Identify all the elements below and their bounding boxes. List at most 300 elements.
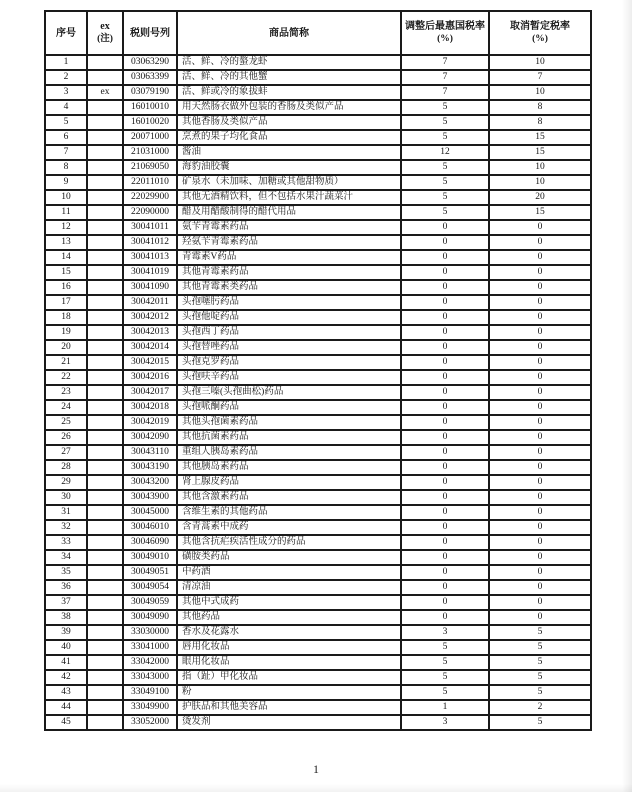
cell-cancel-temp-rate: 10 — [489, 160, 591, 175]
table-row — [45, 595, 591, 610]
cell-seq: 21 — [45, 355, 87, 370]
col-header-seq — [45, 11, 87, 55]
cell-mfn-rate: 12 — [401, 145, 489, 160]
cell-product-name: 氨苄青霉素药品 — [177, 220, 401, 235]
table-row — [45, 475, 591, 490]
cell-ex — [87, 385, 123, 400]
cell-ex — [87, 685, 123, 700]
cell-mfn-rate: 0 — [401, 505, 489, 520]
cell-cancel-temp-rate: 0 — [489, 430, 591, 445]
col-header-seq-label: 序号 — [56, 27, 76, 39]
cell-seq: 32 — [45, 520, 87, 535]
cell-tariff-code: 33043000 — [123, 670, 177, 685]
cell-ex — [87, 520, 123, 535]
cell-ex: ex — [87, 85, 123, 100]
cell-cancel-temp-rate: 0 — [489, 520, 591, 535]
cell-tariff-code: 30042019 — [123, 415, 177, 430]
cell-product-name: 其他胰岛素药品 — [177, 460, 401, 475]
cell-mfn-rate: 0 — [401, 400, 489, 415]
table-row — [45, 400, 591, 415]
cell-product-name: 活、鲜、冷的其他蟹 — [177, 70, 401, 85]
cell-mfn-rate: 0 — [401, 385, 489, 400]
table-row — [45, 310, 591, 325]
cell-ex — [87, 55, 123, 70]
cell-seq: 41 — [45, 655, 87, 670]
cell-cancel-temp-rate: 0 — [489, 325, 591, 340]
cell-seq: 40 — [45, 640, 87, 655]
table-row — [45, 370, 591, 385]
cell-tariff-code: 30049054 — [123, 580, 177, 595]
col-header-cancel-temp-rate — [489, 11, 591, 55]
cell-cancel-temp-rate: 5 — [489, 625, 591, 640]
cell-mfn-rate: 0 — [401, 265, 489, 280]
cell-seq: 23 — [45, 385, 87, 400]
cell-tariff-code: 33049900 — [123, 700, 177, 715]
cell-product-name: 粉 — [177, 685, 401, 700]
cell-seq: 5 — [45, 115, 87, 130]
cell-tariff-code: 30041090 — [123, 280, 177, 295]
cell-cancel-temp-rate: 0 — [489, 610, 591, 625]
table-row — [45, 355, 591, 370]
page-number: 1 — [313, 762, 319, 776]
scan-edge-bottom — [0, 784, 632, 792]
table-row — [45, 550, 591, 565]
cell-product-name: 矿泉水（未加味、加糖或其他甜物质） — [177, 175, 401, 190]
cell-product-name: 其他含激素药品 — [177, 490, 401, 505]
cell-ex — [87, 535, 123, 550]
cell-seq: 24 — [45, 400, 87, 415]
table-row — [45, 175, 591, 190]
col-header-product-name-label: 商品简称 — [269, 27, 309, 39]
cell-tariff-code: 30042014 — [123, 340, 177, 355]
cell-tariff-code: 30043190 — [123, 460, 177, 475]
cell-product-name: 烫发剂 — [177, 715, 401, 730]
cell-seq: 43 — [45, 685, 87, 700]
table-row — [45, 715, 591, 730]
cell-product-name: 烹煮的果子均化食品 — [177, 130, 401, 145]
table-row — [45, 130, 591, 145]
cell-tariff-code: 30043900 — [123, 490, 177, 505]
cell-mfn-rate: 0 — [401, 340, 489, 355]
cell-ex — [87, 235, 123, 250]
cell-seq: 36 — [45, 580, 87, 595]
cell-tariff-code: 30045000 — [123, 505, 177, 520]
table-row — [45, 160, 591, 175]
cell-tariff-code: 20071000 — [123, 130, 177, 145]
cell-tariff-code: 30042017 — [123, 385, 177, 400]
cell-product-name: 清凉油 — [177, 580, 401, 595]
cell-cancel-temp-rate: 0 — [489, 340, 591, 355]
cell-ex — [87, 505, 123, 520]
cell-product-name: 头孢他啶药品 — [177, 310, 401, 325]
cell-product-name: 其他香肠及类似产品 — [177, 115, 401, 130]
cell-ex — [87, 445, 123, 460]
cell-seq: 19 — [45, 325, 87, 340]
cell-product-name: 用天然肠衣做外包装的香肠及类似产品 — [177, 100, 401, 115]
cell-mfn-rate: 5 — [401, 685, 489, 700]
cell-product-name: 重组人胰岛素药品 — [177, 445, 401, 460]
cell-cancel-temp-rate: 0 — [489, 385, 591, 400]
cell-product-name: 醋及用醋酸制得的醋代用品 — [177, 205, 401, 220]
cell-mfn-rate: 0 — [401, 370, 489, 385]
col-header-mfn-rate-sub: (%) — [437, 34, 453, 44]
cell-ex — [87, 715, 123, 730]
col-header-tariff-code-label: 税则号列 — [130, 27, 170, 39]
cell-seq: 25 — [45, 415, 87, 430]
col-header-mfn-rate — [401, 11, 489, 55]
cell-tariff-code: 30041011 — [123, 220, 177, 235]
cell-seq: 31 — [45, 505, 87, 520]
cell-mfn-rate: 5 — [401, 115, 489, 130]
cell-tariff-code: 30042090 — [123, 430, 177, 445]
cell-seq: 20 — [45, 340, 87, 355]
cell-seq: 35 — [45, 565, 87, 580]
cell-tariff-code: 33042000 — [123, 655, 177, 670]
cell-cancel-temp-rate: 2 — [489, 700, 591, 715]
table-row — [45, 250, 591, 265]
cell-tariff-code: 30042012 — [123, 310, 177, 325]
cell-ex — [87, 220, 123, 235]
cell-seq: 4 — [45, 100, 87, 115]
cell-cancel-temp-rate: 5 — [489, 655, 591, 670]
cell-cancel-temp-rate: 0 — [489, 295, 591, 310]
cell-tariff-code: 30042011 — [123, 295, 177, 310]
col-header-ex-label: ex — [100, 21, 110, 32]
cell-seq: 34 — [45, 550, 87, 565]
cell-ex — [87, 175, 123, 190]
cell-product-name: 羟氨苄青霉素药品 — [177, 235, 401, 250]
cell-product-name: 其他青霉素药品 — [177, 265, 401, 280]
cell-product-name: 头孢哌酮药品 — [177, 400, 401, 415]
cell-mfn-rate: 5 — [401, 190, 489, 205]
table-row — [45, 115, 591, 130]
cell-tariff-code: 21069050 — [123, 160, 177, 175]
cell-mfn-rate: 0 — [401, 280, 489, 295]
cell-tariff-code: 03063290 — [123, 55, 177, 70]
cell-tariff-code: 22029900 — [123, 190, 177, 205]
table-row — [45, 460, 591, 475]
cell-product-name: 头孢西丁药品 — [177, 325, 401, 340]
cell-product-name: 香水及花露水 — [177, 625, 401, 640]
cell-cancel-temp-rate: 10 — [489, 175, 591, 190]
cell-product-name: 磺胺类药品 — [177, 550, 401, 565]
col-header-ex — [87, 11, 123, 55]
cell-cancel-temp-rate: 0 — [489, 250, 591, 265]
cell-product-name: 头孢三嗪(头孢曲松)药品 — [177, 385, 401, 400]
cell-seq: 26 — [45, 430, 87, 445]
cell-ex — [87, 250, 123, 265]
col-header-ex-sub: (注) — [97, 34, 113, 44]
cell-ex — [87, 460, 123, 475]
cell-tariff-code: 33052000 — [123, 715, 177, 730]
cell-tariff-code: 30046010 — [123, 520, 177, 535]
cell-mfn-rate: 0 — [401, 295, 489, 310]
cell-mfn-rate: 0 — [401, 430, 489, 445]
tariff-table — [44, 10, 592, 731]
table-row — [45, 685, 591, 700]
cell-seq: 11 — [45, 205, 87, 220]
cell-seq: 45 — [45, 715, 87, 730]
cell-seq: 16 — [45, 280, 87, 295]
cell-tariff-code: 03063399 — [123, 70, 177, 85]
cell-product-name: 肾上腺皮药品 — [177, 475, 401, 490]
cell-mfn-rate: 0 — [401, 595, 489, 610]
cell-product-name: 其他青霉素类药品 — [177, 280, 401, 295]
col-header-mfn-rate-label: 调整后最惠国税率 — [405, 21, 485, 32]
table-row — [45, 145, 591, 160]
cell-cancel-temp-rate: 10 — [489, 85, 591, 100]
table-row — [45, 235, 591, 250]
cell-ex — [87, 490, 123, 505]
table-row — [45, 640, 591, 655]
cell-cancel-temp-rate: 0 — [489, 535, 591, 550]
table-row — [45, 70, 591, 85]
cell-mfn-rate: 5 — [401, 205, 489, 220]
cell-tariff-code: 30042015 — [123, 355, 177, 370]
cell-tariff-code: 30046090 — [123, 535, 177, 550]
table-row — [45, 325, 591, 340]
table-row — [45, 535, 591, 550]
cell-seq: 29 — [45, 475, 87, 490]
cell-mfn-rate: 0 — [401, 325, 489, 340]
cell-tariff-code: 30041013 — [123, 250, 177, 265]
scan-edge-right — [622, 0, 632, 792]
cell-mfn-rate: 1 — [401, 700, 489, 715]
cell-seq: 30 — [45, 490, 87, 505]
cell-ex — [87, 160, 123, 175]
cell-ex — [87, 640, 123, 655]
cell-mfn-rate: 3 — [401, 715, 489, 730]
cell-mfn-rate: 5 — [401, 655, 489, 670]
cell-product-name: 指（趾）甲化妆品 — [177, 670, 401, 685]
table-row — [45, 415, 591, 430]
cell-product-name: 活、鲜或冷的象拔蚌 — [177, 85, 401, 100]
cell-seq: 44 — [45, 700, 87, 715]
cell-cancel-temp-rate: 0 — [489, 490, 591, 505]
cell-cancel-temp-rate: 0 — [489, 445, 591, 460]
cell-seq: 2 — [45, 70, 87, 85]
cell-seq: 6 — [45, 130, 87, 145]
table-row — [45, 295, 591, 310]
cell-product-name: 头孢克罗药品 — [177, 355, 401, 370]
cell-mfn-rate: 0 — [401, 610, 489, 625]
cell-ex — [87, 625, 123, 640]
cell-cancel-temp-rate: 0 — [489, 400, 591, 415]
cell-tariff-code: 21031000 — [123, 145, 177, 160]
cell-product-name: 含青蒿素中成药 — [177, 520, 401, 535]
cell-tariff-code: 30042018 — [123, 400, 177, 415]
cell-cancel-temp-rate: 15 — [489, 145, 591, 160]
table-row — [45, 700, 591, 715]
cell-product-name: 含维生素的其他药品 — [177, 505, 401, 520]
cell-cancel-temp-rate: 5 — [489, 715, 591, 730]
cell-cancel-temp-rate: 5 — [489, 670, 591, 685]
cell-mfn-rate: 0 — [401, 460, 489, 475]
cell-tariff-code: 03079190 — [123, 85, 177, 100]
cell-tariff-code: 30042013 — [123, 325, 177, 340]
cell-cancel-temp-rate: 15 — [489, 205, 591, 220]
cell-product-name: 头孢噻肟药品 — [177, 295, 401, 310]
table-row — [45, 265, 591, 280]
cell-product-name: 头孢替唑药品 — [177, 340, 401, 355]
cell-cancel-temp-rate: 0 — [489, 310, 591, 325]
cell-tariff-code: 33030000 — [123, 625, 177, 640]
col-header-product-name — [177, 11, 401, 55]
cell-ex — [87, 355, 123, 370]
cell-mfn-rate: 0 — [401, 415, 489, 430]
cell-product-name: 头孢呋辛药品 — [177, 370, 401, 385]
cell-tariff-code: 30041012 — [123, 235, 177, 250]
cell-cancel-temp-rate: 5 — [489, 640, 591, 655]
cell-seq: 10 — [45, 190, 87, 205]
cell-mfn-rate: 5 — [401, 100, 489, 115]
cell-mfn-rate: 0 — [401, 235, 489, 250]
cell-product-name: 其他含抗疟疾活性成分的药品 — [177, 535, 401, 550]
cell-seq: 18 — [45, 310, 87, 325]
cell-mfn-rate: 0 — [401, 445, 489, 460]
cell-cancel-temp-rate: 0 — [489, 355, 591, 370]
cell-mfn-rate: 7 — [401, 85, 489, 100]
cell-tariff-code: 22090000 — [123, 205, 177, 220]
cell-mfn-rate: 0 — [401, 520, 489, 535]
cell-tariff-code: 30049090 — [123, 610, 177, 625]
cell-ex — [87, 340, 123, 355]
cell-cancel-temp-rate: 0 — [489, 475, 591, 490]
cell-product-name: 中药酒 — [177, 565, 401, 580]
cell-tariff-code: 22011010 — [123, 175, 177, 190]
cell-cancel-temp-rate: 15 — [489, 130, 591, 145]
cell-cancel-temp-rate: 0 — [489, 550, 591, 565]
cell-seq: 14 — [45, 250, 87, 265]
cell-ex — [87, 205, 123, 220]
cell-seq: 27 — [45, 445, 87, 460]
cell-seq: 8 — [45, 160, 87, 175]
cell-tariff-code: 30043200 — [123, 475, 177, 490]
cell-seq: 38 — [45, 610, 87, 625]
table-row — [45, 280, 591, 295]
cell-mfn-rate: 0 — [401, 250, 489, 265]
cell-mfn-rate: 5 — [401, 640, 489, 655]
cell-seq: 3 — [45, 85, 87, 100]
cell-seq: 33 — [45, 535, 87, 550]
cell-seq: 7 — [45, 145, 87, 160]
cell-cancel-temp-rate: 0 — [489, 595, 591, 610]
cell-ex — [87, 700, 123, 715]
cell-ex — [87, 310, 123, 325]
cell-ex — [87, 70, 123, 85]
cell-mfn-rate: 0 — [401, 355, 489, 370]
cell-mfn-rate: 0 — [401, 565, 489, 580]
cell-cancel-temp-rate: 0 — [489, 460, 591, 475]
cell-cancel-temp-rate: 0 — [489, 370, 591, 385]
table-row — [45, 100, 591, 115]
cell-cancel-temp-rate: 10 — [489, 55, 591, 70]
table-row — [45, 565, 591, 580]
table-row — [45, 190, 591, 205]
table-row — [45, 655, 591, 670]
cell-mfn-rate: 0 — [401, 535, 489, 550]
cell-ex — [87, 280, 123, 295]
cell-cancel-temp-rate: 0 — [489, 280, 591, 295]
table-row — [45, 205, 591, 220]
cell-ex — [87, 580, 123, 595]
table-row — [45, 580, 591, 595]
cell-cancel-temp-rate: 7 — [489, 70, 591, 85]
cell-product-name: 其他药品 — [177, 610, 401, 625]
table-row — [45, 220, 591, 235]
table-row — [45, 490, 591, 505]
cell-product-name: 其他抗菌素药品 — [177, 430, 401, 445]
cell-seq: 22 — [45, 370, 87, 385]
cell-ex — [87, 610, 123, 625]
col-header-tariff-code — [123, 11, 177, 55]
cell-ex — [87, 565, 123, 580]
col-header-cancel-temp-rate-sub: (%) — [532, 34, 548, 44]
cell-mfn-rate: 0 — [401, 220, 489, 235]
cell-product-name: 青霉素V药品 — [177, 250, 401, 265]
cell-mfn-rate: 0 — [401, 310, 489, 325]
cell-cancel-temp-rate: 0 — [489, 505, 591, 520]
table-row — [45, 385, 591, 400]
cell-tariff-code: 16010010 — [123, 100, 177, 115]
cell-tariff-code: 30049010 — [123, 550, 177, 565]
cell-ex — [87, 370, 123, 385]
cell-seq: 39 — [45, 625, 87, 640]
cell-mfn-rate: 0 — [401, 550, 489, 565]
table-row — [45, 85, 591, 100]
cell-ex — [87, 325, 123, 340]
cell-mfn-rate: 0 — [401, 580, 489, 595]
cell-cancel-temp-rate: 0 — [489, 265, 591, 280]
cell-tariff-code: 30049051 — [123, 565, 177, 580]
cell-cancel-temp-rate: 0 — [489, 220, 591, 235]
cell-ex — [87, 655, 123, 670]
cell-product-name: 活、鲜、冷的螯龙虾 — [177, 55, 401, 70]
table-row — [45, 505, 591, 520]
cell-seq: 13 — [45, 235, 87, 250]
cell-mfn-rate: 3 — [401, 625, 489, 640]
cell-ex — [87, 475, 123, 490]
table-row — [45, 520, 591, 535]
cell-seq: 9 — [45, 175, 87, 190]
cell-product-name: 其他头孢菌素药品 — [177, 415, 401, 430]
cell-seq: 17 — [45, 295, 87, 310]
cell-ex — [87, 145, 123, 160]
cell-ex — [87, 115, 123, 130]
cell-tariff-code: 16010020 — [123, 115, 177, 130]
cell-tariff-code: 30041019 — [123, 265, 177, 280]
cell-product-name: 唇用化妆品 — [177, 640, 401, 655]
cell-ex — [87, 670, 123, 685]
table-header-row — [45, 11, 591, 55]
cell-product-name: 其他中式成药 — [177, 595, 401, 610]
cell-ex — [87, 295, 123, 310]
cell-tariff-code: 30042016 — [123, 370, 177, 385]
cell-cancel-temp-rate: 8 — [489, 100, 591, 115]
cell-seq: 42 — [45, 670, 87, 685]
cell-mfn-rate: 0 — [401, 490, 489, 505]
cell-mfn-rate: 7 — [401, 55, 489, 70]
cell-ex — [87, 595, 123, 610]
cell-seq: 1 — [45, 55, 87, 70]
cell-cancel-temp-rate: 8 — [489, 115, 591, 130]
cell-ex — [87, 265, 123, 280]
cell-product-name: 护肤品和其他美容品 — [177, 700, 401, 715]
cell-mfn-rate: 5 — [401, 130, 489, 145]
cell-tariff-code: 30049059 — [123, 595, 177, 610]
cell-mfn-rate: 5 — [401, 175, 489, 190]
table-row — [45, 610, 591, 625]
